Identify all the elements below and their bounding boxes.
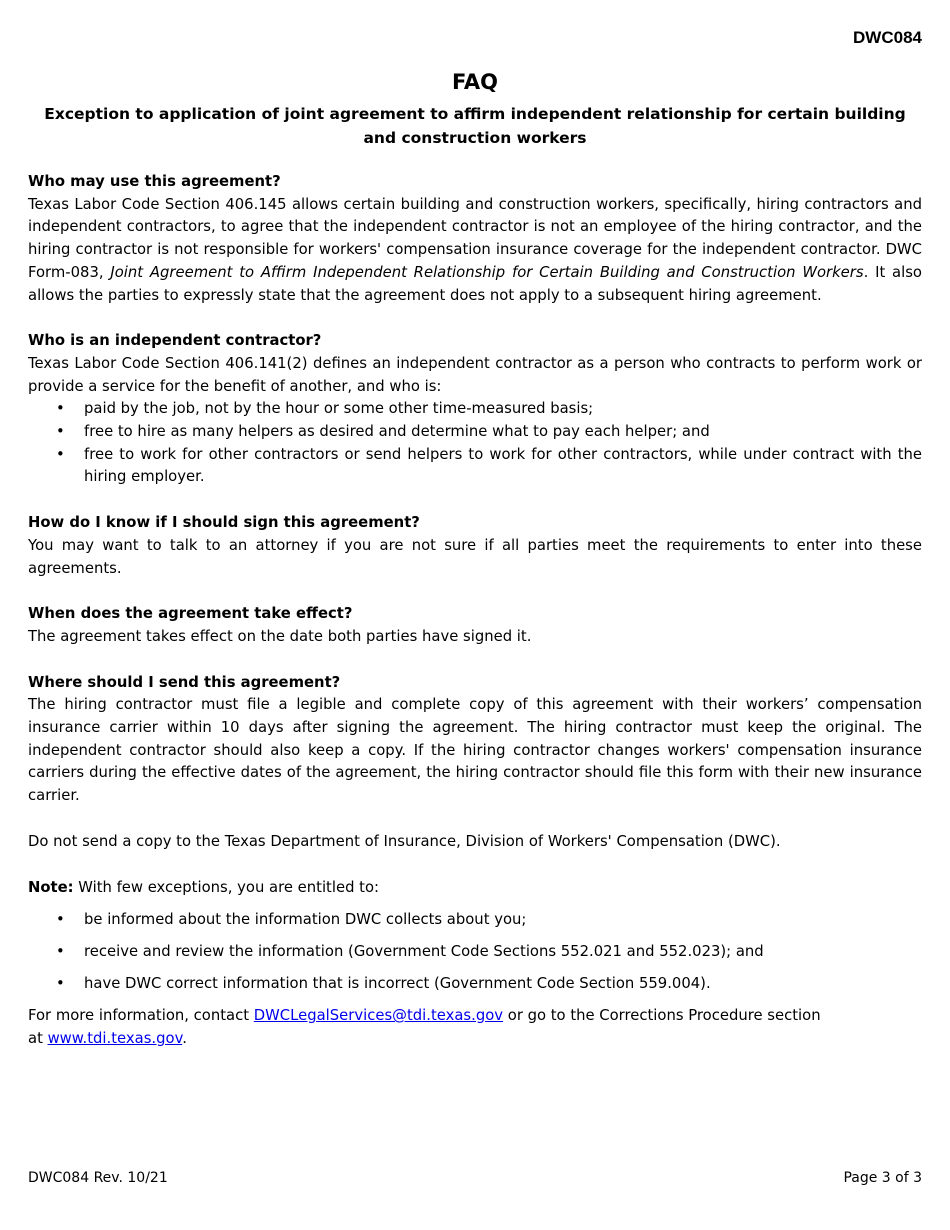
note-intro <box>28 877 922 900</box>
answer-text: Texas Labor Code Section 406.141(2) defines an independent contractor as a person who contracts to perform work or provide a service for the benefit of another, and who is: <box>28 354 922 395</box>
question-heading: Where should I send this agreement? <box>28 673 341 691</box>
footer-revision: DWC084 Rev. 10/21 <box>28 1170 168 1186</box>
answer-text: The agreement takes effect on the date both parties have signed it. <box>28 627 532 645</box>
question-heading: How do I know if I should sign this agreement? <box>28 514 420 532</box>
more-info-part: . <box>182 1029 187 1047</box>
faq-content <box>28 171 922 1051</box>
faq-take-effect <box>28 603 922 648</box>
question-heading: When does the agreement take effect? <box>28 605 353 623</box>
faq-where-send <box>28 672 922 808</box>
more-info-part: at <box>28 1029 48 1047</box>
faq-should-sign <box>28 512 922 580</box>
list-item: • paid by the job, not by the hour or some other time-measured basis; <box>28 398 922 421</box>
list-item: • free to work for other contractors or send helpers to work for other contractors, while under contract with the hiring employer. <box>28 444 922 489</box>
do-not-send-note <box>28 831 922 854</box>
website-link[interactable]: www.tdi.texas.gov <box>47 1029 183 1047</box>
privacy-note <box>28 877 922 1051</box>
page-title: FAQ <box>451 70 499 94</box>
note-text: With few exceptions, you are entitled to: <box>73 878 380 896</box>
answer-text-part: . It also allows the parties to expressly state that the agreement does not apply to a subsequent hiring agreement. <box>28 263 922 304</box>
more-info-part: or go to the Corrections Procedure section <box>503 1007 821 1025</box>
more-info-text <box>28 1005 922 1050</box>
form-id: DWC084 <box>853 28 922 47</box>
list-item: • free to hire as many helpers as desired and determine what to pay each helper; and <box>28 421 922 444</box>
faq-independent-contractor <box>28 330 922 489</box>
answer-text: Do not send a copy to the Texas Department of Insurance, Division of Workers' Compensation (DWC). <box>28 832 781 850</box>
note-label: Note: <box>28 878 74 896</box>
rights-list <box>28 909 922 996</box>
answer-text-part: Texas Labor Code Section 406.145 allows certain building and construction workers, specifically, hiring contractors and independent contractors, to agree that the independent contractor is not an employee of the hiring contractor, and the hiring contractor is not responsible for workers' compensation insurance coverage for the independent contractor. DWC Form-083, <box>28 195 922 281</box>
more-info-part: For more information, contact <box>28 1007 254 1025</box>
answer-text: The hiring contractor must file a legible and complete copy of this agreement with their workers’ compensation insurance carrier within 10 days after signing the agreement. The hiring contractor must keep the original. The independent contractor should also keep a copy. If the hiring contractor changes workers' compensation insurance carriers during the effective dates of the agreement, the hiring contractor should file this form with their new insurance carrier. <box>28 696 922 805</box>
list-item: • receive and review the information (Government Code Sections 552.021 and 552.023); and <box>28 941 922 964</box>
question-heading: Who may use this agreement? <box>28 173 281 190</box>
email-link[interactable]: DWCLegalServices@tdi.texas.gov <box>253 1007 504 1025</box>
list-item: • have DWC correct information that is incorrect (Government Code Section 559.004). <box>28 973 922 996</box>
question-heading: Who is an independent contractor? <box>28 332 322 350</box>
form-title-italic: Joint Agreement to Affirm Independent Relationship for Certain Building and Construction Workers <box>110 263 864 281</box>
answer-text: You may want to talk to an attorney if you are not sure if all parties meet the requirements to enter into these agreements. <box>28 536 922 577</box>
faq-who-may-use <box>28 171 922 307</box>
page-subtitle: Exception to application of joint agreement to affirm independent relationship for certain building and construction workers <box>44 105 906 147</box>
list-item: • be informed about the information DWC collects about you; <box>28 909 922 932</box>
criteria-list <box>28 398 922 489</box>
answer-text <box>28 194 922 308</box>
footer-page-number: Page 3 of 3 <box>843 1170 922 1186</box>
